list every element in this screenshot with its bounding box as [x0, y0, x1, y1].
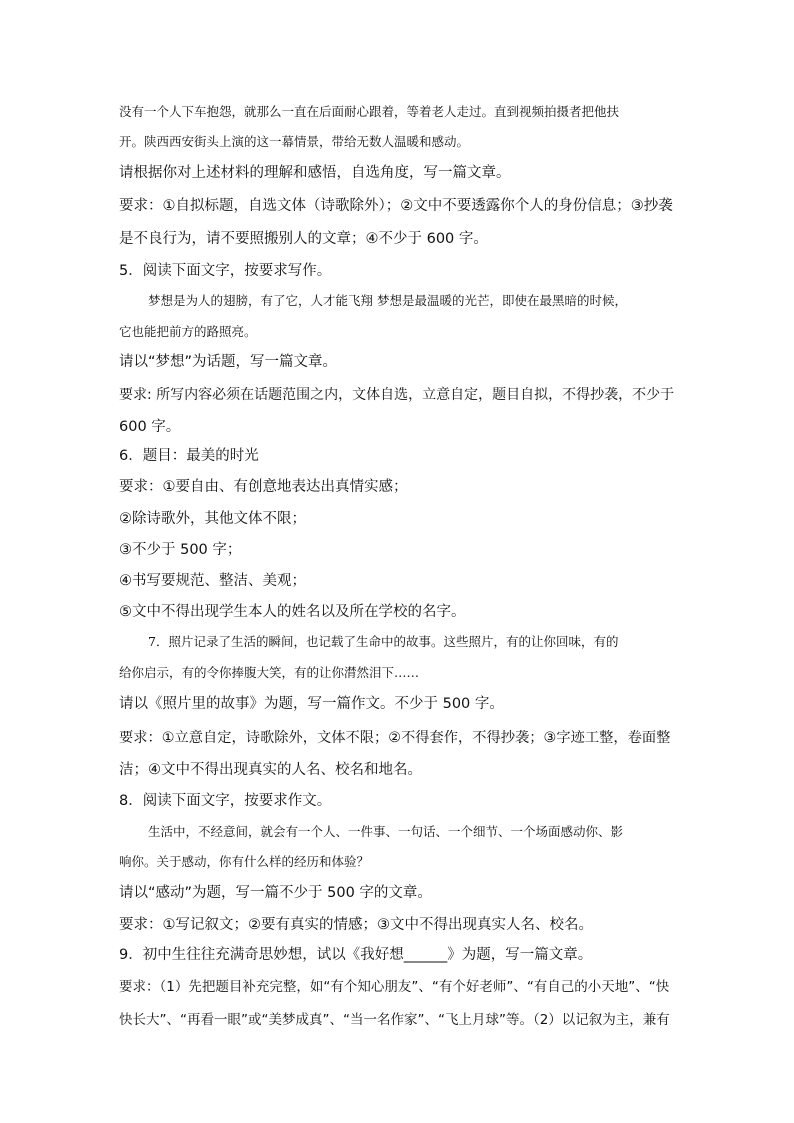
requirement-line: ⑤文中不得出现学生本人的姓名以及所在学校的名字。 — [119, 604, 466, 620]
requirement-line: 要求：①要自由、有创意地表达出真情实感； — [119, 479, 408, 495]
instruction-line: 请根据你对上述材料的理解和感悟，自选角度，写一篇文章。 — [119, 165, 511, 181]
requirement-line: 要求：（1）先把题目补充完整，如“有个知心朋友”、“有个好老师”、“有自己的小天地”、“快 — [119, 979, 670, 995]
requirement-line: 洁；④文中不得出现真实的人名、校名和地名。 — [119, 762, 422, 778]
requirement-line: 是不良行为，请不要照搬别人的文章；④不少于 600 字。 — [119, 231, 488, 247]
question-9-title: 9．初中生往往充满奇思妙想，试以《我好想______》为题，写一篇文章。 — [119, 947, 593, 963]
requirement-line: ③不少于 500 字； — [119, 542, 242, 558]
question-8-title: 8．阅读下面文字，按要求作文。 — [119, 793, 332, 809]
material-text-line: 梦想是为人的翅膀，有了它，人才能飞翔 梦想是最温暖的光芒，即使在最黑暗的时候， — [148, 293, 627, 308]
material-text-line: 响你。关于感动，你有什么样的经历和体验？ — [119, 854, 370, 869]
requirement-line: 600 字。 — [119, 419, 181, 435]
material-text-line: 生活中，不经意间，就会有一个人、一件事、一句话、一个细节、一个场面感动你、影 — [148, 824, 624, 839]
question-7-text: 7．照片记录了生活的瞬间，也记载了生命中的故事。这些照片，有的让你回味，有的 — [148, 634, 619, 649]
requirement-line: 快长大”、“再看一眼”或“美梦成真”、“当一名作家”、“飞上月球”等。（2）以记叙为主，兼有 — [119, 1012, 670, 1028]
question-7-text: 给你启示，有的令你捧腹大笑，有的让你潸然泪下…… — [119, 665, 420, 680]
requirement-line: ②除诗歌外，其他文体不限； — [119, 511, 306, 527]
requirement-line: 要求：①立意自定，诗歌除外，文体不限；②不得套作，不得抄袭；③字迹工整，卷面整 — [119, 730, 671, 746]
requirement-line: 要求：①自拟标题，自选文体（诗歌除外）；②文中不要透露你个人的身份信息；③抄袭 — [119, 198, 673, 214]
material-text-line: 没有一个人下车抱怨，就那么一直在后面耐心跟着，等着老人走过。直到视频拍摄者把他扶 — [119, 104, 620, 119]
instruction-line: 请以“感动”为题，写一篇不少于 500 字的文章。 — [119, 885, 432, 901]
material-text-line: 开。陕西西安街头上演的这一幕情景，带给无数人温暖和感动。 — [119, 134, 470, 149]
requirement-line: ④书写要规范、整洁、美观； — [119, 573, 306, 589]
requirement-line: 要求: 所写内容必须在话题范围之内，文体自选，立意自定，题目自拟，不得抄袭，不少于 — [119, 387, 675, 403]
instruction-line: 请以《照片里的故事》为题，写一篇作文。不少于 500 字。 — [119, 696, 504, 712]
requirement-line: 要求：①写记叙文；②要有真实的情感；③文中不得出现真实人名、校名。 — [119, 917, 593, 933]
question-6-title: 6．题目：最美的时光 — [119, 448, 259, 464]
material-text-line: 它也能把前方的路照亮。 — [119, 324, 257, 339]
instruction-line: 请以“梦想”为话题，写一篇文章。 — [119, 354, 338, 370]
question-5-title: 5．阅读下面文字，按要求写作。 — [119, 263, 332, 279]
